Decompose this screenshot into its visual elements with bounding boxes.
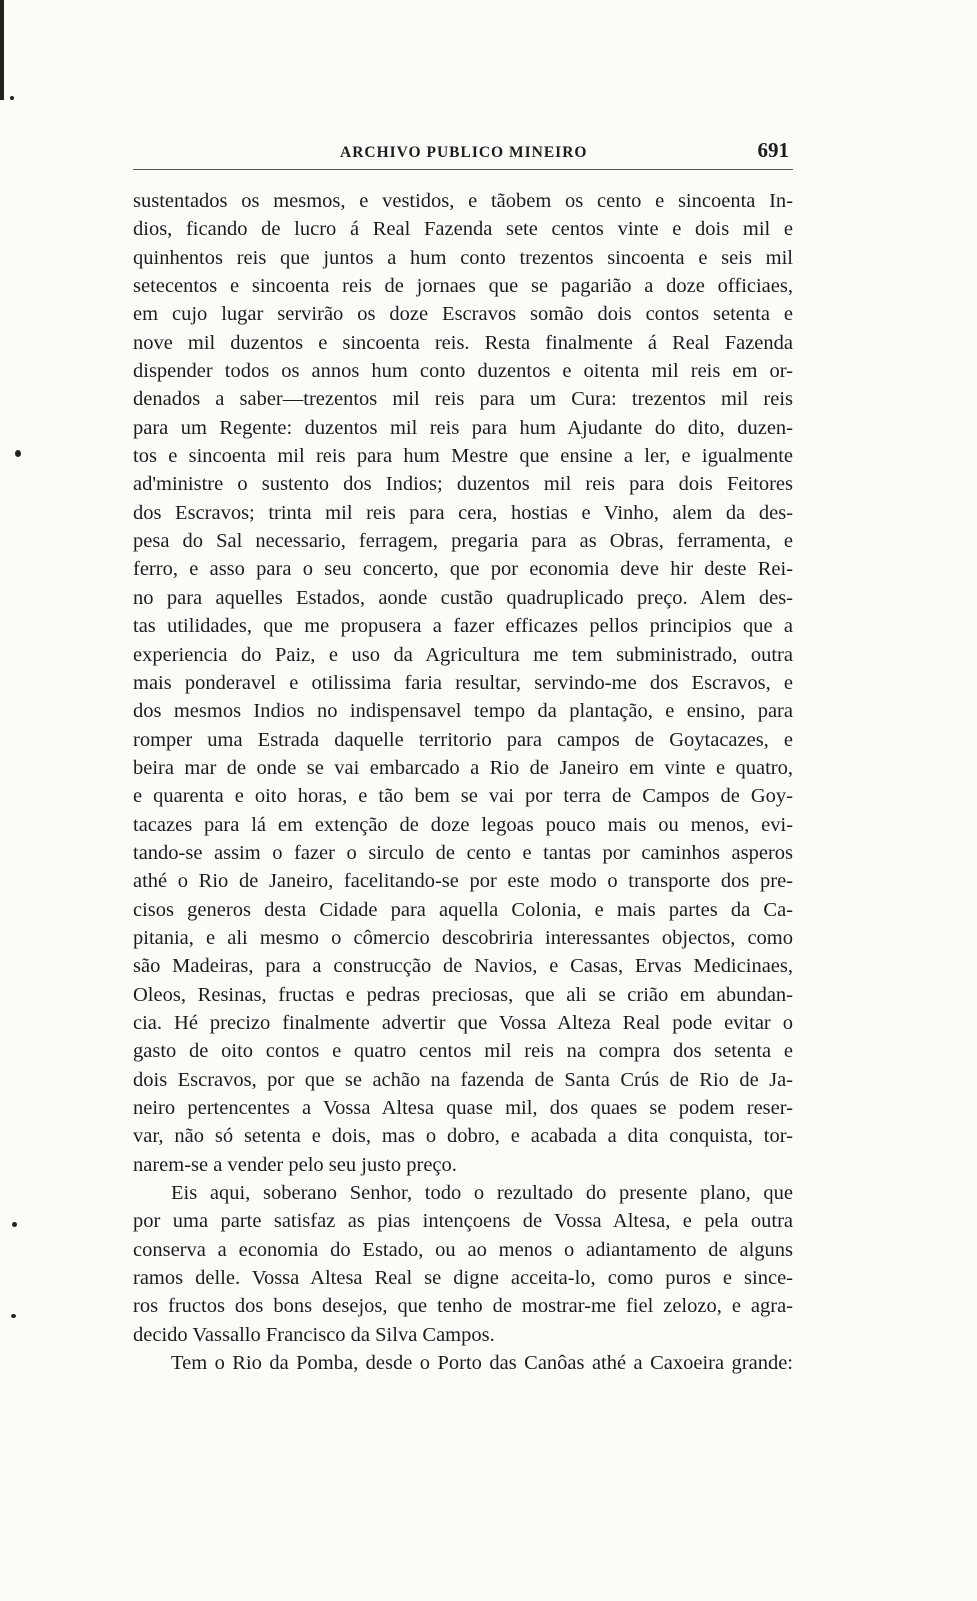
text-line: são Madeiras, para a construcção de Navios, e Casas, Ervas Medicinaes, — [133, 955, 793, 978]
text-line: athé o Rio de Janeiro, facelitando-se por este modo o transporte dos pre- — [133, 870, 793, 893]
text-line: em cujo lugar servirão os doze Escravos somão dois contos setenta e — [133, 303, 793, 326]
text-line: tos e sincoenta mil reis para hum Mestre que ensine a ler, e igualmente — [133, 445, 793, 468]
text-line: conserva a economia do Estado, ou ao menos o adiantamento de alguns — [133, 1238, 793, 1261]
text-line: quinhentos reis que juntos a hum conto trezentos sincoenta e seis mil — [133, 246, 793, 269]
text-line: ramos delle. Vossa Altesa Real se digne acceita-lo, como puros e since- — [133, 1267, 793, 1290]
body-text — [133, 187, 793, 1377]
page-number: 691 — [757, 138, 789, 162]
text-line: narem-se a vender pelo seu justo preço. — [133, 1153, 457, 1176]
text-line: decido Vassallo Francisco da Silva Campos. — [133, 1323, 495, 1346]
text-line: denados a saber—trezentos mil reis para um Cura: trezentos mil reis — [133, 388, 793, 411]
text-line: pesa do Sal necessario, ferragem, pregaria para as Obras, ferramenta, e — [133, 530, 793, 553]
text-line: romper uma Estrada daquelle territorio para campos de Goytacazes, e — [133, 728, 793, 751]
text-line: dios, ficando de lucro á Real Fazenda sete centos vinte e dois mil e — [133, 218, 793, 241]
text-line: beira mar de onde se vai embarcado a Rio de Janeiro em vinte e quatro, — [133, 756, 793, 779]
text-line: por uma parte satisfaz as pias intençoens de Vossa Altesa, e pela outra — [133, 1210, 793, 1233]
page-header — [133, 138, 793, 168]
text-line: tacazes para lá em extenção de doze legoas pouco mais ou menos, evi- — [133, 813, 793, 836]
text-line: nove mil duzentos e sincoenta reis. Resta finalmente á Real Fazenda — [133, 331, 793, 354]
ink-speck — [15, 450, 21, 457]
header-rule — [133, 169, 793, 170]
text-line: e quarenta e oito horas, e tão bem se vai por terra de Campos de Goy- — [133, 785, 793, 808]
text-line: no para aquelles Estados, aonde custão quadruplicado preço. Alem des- — [133, 586, 793, 609]
text-line: Tem o Rio da Pomba, desde o Porto das Canôas athé a Caxoeira grande: — [171, 1352, 793, 1375]
ink-speck — [10, 96, 14, 100]
text-line: dos Escravos; trinta mil reis para cera, hostias e Vinho, alem da des- — [133, 501, 793, 524]
text-line: Oleos, Resinas, fructas e pedras preciosas, que ali se crião em abundan- — [133, 983, 793, 1006]
text-line: dispender todos os annos hum conto duzentos e oitenta mil reis em or- — [133, 360, 793, 383]
text-line: mais ponderavel e otilissima faria resultar, servindo-me dos Escravos, e — [133, 671, 793, 694]
ink-speck — [12, 1222, 17, 1227]
running-title: ARCHIVO PUBLICO MINEIRO — [340, 144, 588, 161]
text-line: ad'ministre o sustento dos Indios; duzentos mil reis para dois Feitores — [133, 473, 793, 496]
text-line: cisos generos desta Cidade para aquella Colonia, e mais partes da Ca- — [133, 898, 793, 921]
text-line: sustentados os mesmos, e vestidos, e tãobem os cento e sincoenta In- — [133, 190, 793, 212]
ink-speck — [11, 1314, 16, 1318]
text-line: tas utilidades, que me propusera a fazer efficazes pellos principios que a — [133, 615, 793, 638]
text-line: tando-se assim o fazer o sirculo de cento e tantas por caminhos asperos — [133, 841, 793, 864]
text-line: var, não só setenta e dois, mas o dobro, e acabada a dita conquista, tor- — [133, 1125, 793, 1148]
text-line: experiencia do Paiz, e uso da Agricultura me tem subministrado, outra — [133, 643, 793, 666]
text-line: ferro, e asso para o seu concerto, que por economia deve hir deste Rei- — [133, 558, 793, 581]
binding-edge — [0, 0, 4, 100]
text-line: Eis aqui, soberano Senhor, todo o rezultado do presente plano, que — [171, 1182, 793, 1205]
text-line: gasto de oito contos e quatro centos mil reis na compra dos setenta e — [133, 1040, 793, 1063]
text-line: pitania, e ali mesmo o cômercio descobriria interessantes objectos, como — [133, 926, 793, 949]
text-line: dois Escravos, por que se achão na fazenda de Santa Crús de Rio de Ja- — [133, 1068, 793, 1091]
text-line: neiro pertencentes a Vossa Altesa quase mil, dos quaes se podem reser- — [133, 1097, 793, 1119]
text-line: para um Regente: duzentos mil reis para hum Ajudante do dito, duzen- — [133, 416, 793, 439]
text-line: ros fructos dos bons desejos, que tenho de mostrar-me fiel zelozo, e agra- — [133, 1295, 793, 1318]
text-line: dos mesmos Indios no indispensavel tempo da plantação, e ensino, para — [133, 700, 793, 723]
text-line: cia. Hé precizo finalmente advertir que Vossa Alteza Real pode evitar o — [133, 1011, 793, 1034]
text-line: setecentos e sincoenta reis de jornaes que se pagarião a doze officiaes, — [133, 275, 793, 298]
